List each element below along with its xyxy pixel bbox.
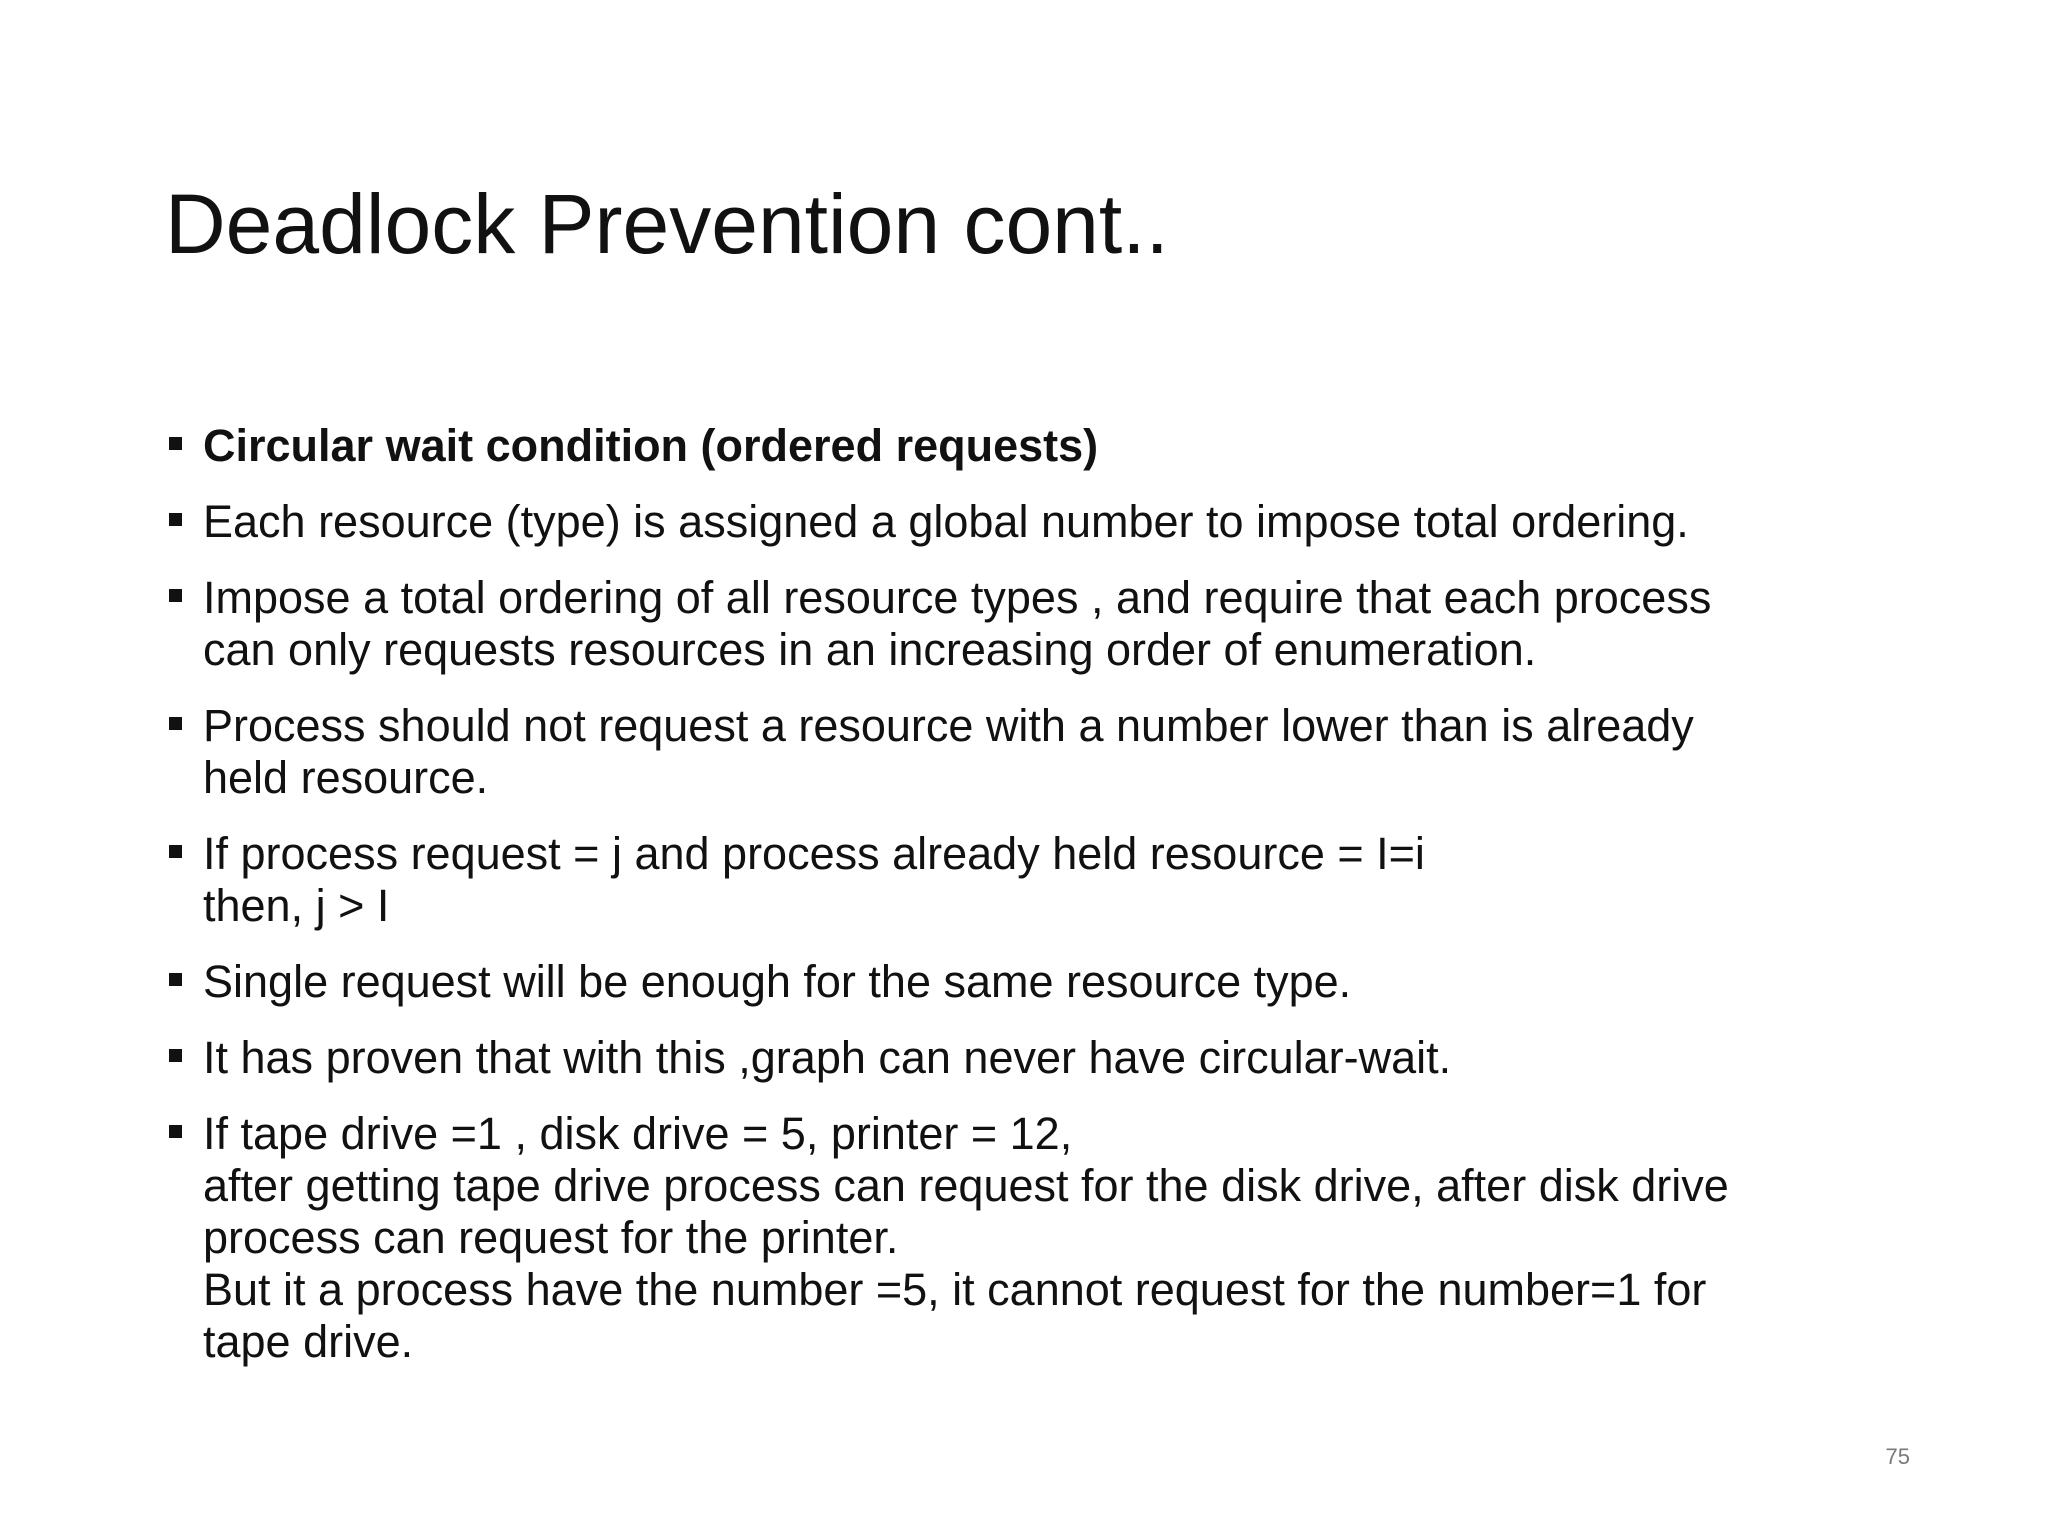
- bullet-text-line: process can request for the printer.: [203, 1212, 899, 1263]
- bullet-text: Each resource (type) is assigned a global number to impose total ordering.: [203, 496, 1689, 547]
- bullet-text-line: tape drive.: [203, 1316, 414, 1367]
- square-bullet-icon: [169, 973, 182, 986]
- bullet-item-total-ordering: [165, 572, 1925, 676]
- bullet-item-proven: [165, 1032, 1925, 1084]
- bullet-item-global-number: [165, 496, 1925, 548]
- bullet-item-example: [165, 1108, 1925, 1368]
- slide-title: Deadlock Prevention cont..: [165, 177, 1169, 271]
- bullet-text-line: Impose a total ordering of all resource types , and require that each process: [203, 572, 1712, 623]
- bullet-text-line: If process request = j and process already held resource = I=i: [203, 828, 1425, 879]
- bullet-text-line: can only requests resources in an increasing order of enumeration.: [203, 624, 1537, 675]
- square-bullet-icon: [169, 437, 182, 450]
- bullet-text: Circular wait condition (ordered requests): [203, 420, 1099, 471]
- page-number: 75: [1885, 1444, 1910, 1469]
- bullet-item-circular-wait: [165, 420, 1925, 472]
- square-bullet-icon: [169, 1125, 182, 1138]
- bullet-text-line: after getting tape drive process can request for the disk drive, after disk drive: [203, 1160, 1729, 1211]
- square-bullet-icon: [169, 845, 182, 858]
- square-bullet-icon: [169, 1049, 182, 1062]
- bullet-text-line: then, j > I: [203, 880, 390, 931]
- bullet-item-request-condition: [165, 828, 1925, 932]
- bullet-list: [165, 420, 1925, 1392]
- bullet-item-single-request: [165, 956, 1925, 1008]
- bullet-text-line: But it a process have the number =5, it cannot request for the number=1 for: [203, 1264, 1707, 1315]
- bullet-text-line: Process should not request a resource with a number lower than is already: [203, 700, 1694, 751]
- square-bullet-icon: [169, 513, 182, 526]
- bullet-text-line: held resource.: [203, 752, 489, 803]
- square-bullet-icon: [169, 717, 182, 730]
- bullet-item-lower-number: [165, 700, 1925, 804]
- bullet-text: It has proven that with this ,graph can never have circular-wait.: [203, 1032, 1452, 1083]
- bullet-text-line: If tape drive =1 , disk drive = 5, printer = 12,: [203, 1108, 1073, 1159]
- square-bullet-icon: [169, 589, 182, 602]
- bullet-text: Single request will be enough for the same resource type.: [203, 956, 1352, 1007]
